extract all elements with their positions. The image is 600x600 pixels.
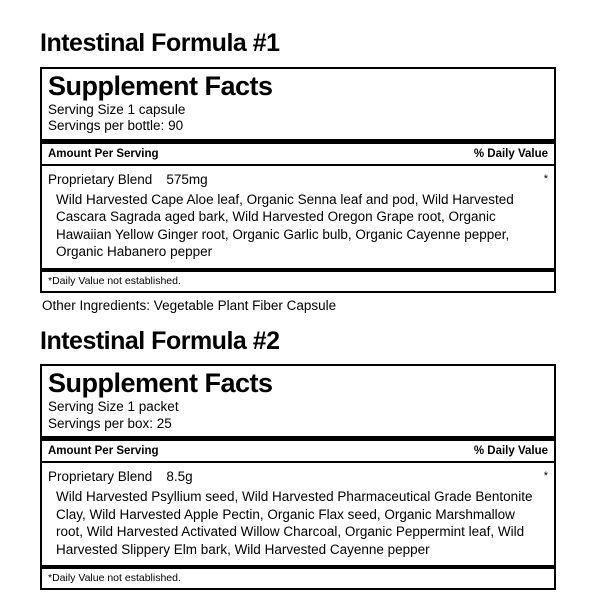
formula-1-title: Intestinal Formula #1 (40, 29, 280, 57)
servings-per-container: Servings per bottle: 90 (48, 118, 184, 134)
blend-amount: 8.5g (166, 469, 193, 485)
daily-value-footnote: *Daily Value not established. (42, 565, 554, 588)
other-ingredients: Other Ingredients: Vegetable Plant Fiber Capsule (42, 297, 337, 313)
blend-ingredients: Wild Harvested Psyllium seed, Wild Harvested Pharmaceutical Grade Bentonite Clay, Wild Harvested Apple Pectin, Organic Flax seed, Organic Marshmallow root, Wild Harvested Activated Willow Charcoal, Organic Peppermint leaf, Wild Harvested Slippery Elm bark, Wild Harvested Cayenne pepper (56, 489, 533, 557)
blend-amount: 575mg (166, 171, 208, 187)
supplement-facts-panel-2 (40, 364, 556, 590)
facts-heading: Supplement Facts (48, 70, 273, 101)
blend-ingredients: Wild Harvested Cape Aloe leaf, Organic Senna leaf and pod, Wild Harvested Cascara Sagrada aged bark, Wild Harvested Oregon Grape root, Organic Hawaiian Yellow Ginger root, Organic Garlic bulb, Organic Cayenne pepper, Organic Habanero pepper (56, 191, 514, 260)
amount-per-serving-header-row (42, 436, 554, 463)
amount-per-serving-label: Amount Per Serving (48, 445, 159, 458)
daily-value-footnote: *Daily Value not established. (42, 268, 554, 291)
blend-name: Proprietary Blend (48, 469, 153, 485)
daily-value-asterisk: * (543, 172, 548, 185)
blend-name: Proprietary Blend (48, 171, 153, 187)
serving-size: Serving Size 1 capsule (48, 101, 186, 117)
proprietary-blend-row (42, 463, 554, 487)
daily-value-label: % Daily Value (473, 445, 548, 458)
facts-heading: Supplement Facts (48, 368, 273, 399)
formula-2-title: Intestinal Formula #2 (40, 326, 280, 355)
supplement-facts-panel-1 (40, 67, 556, 293)
proprietary-blend-row (42, 166, 554, 190)
serving-size: Serving Size 1 packet (48, 399, 179, 415)
amount-per-serving-label: Amount Per Serving (48, 147, 159, 160)
daily-value-asterisk: * (543, 470, 548, 483)
daily-value-label: % Daily Value (473, 147, 548, 160)
amount-per-serving-header-row (42, 139, 554, 166)
servings-per-container: Servings per box: 25 (48, 415, 172, 431)
